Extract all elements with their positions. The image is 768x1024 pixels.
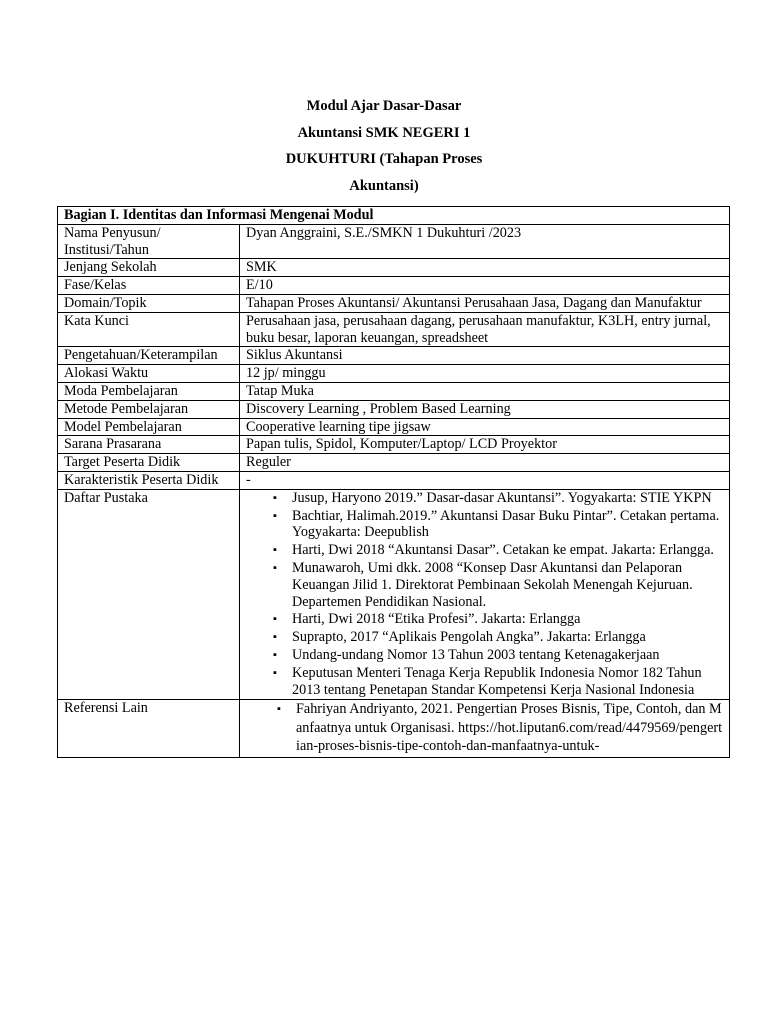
table-row: [58, 400, 730, 418]
title-line: DUKUHTURI (Tahapan Proses: [285, 151, 483, 167]
section-header-row: [58, 207, 730, 225]
row-label: Alokasi Waktu: [58, 365, 240, 383]
table-row: [58, 312, 730, 347]
table-row: [58, 347, 730, 365]
row-label: Karakteristik Peserta Didik: [58, 471, 240, 489]
row-label: Fase/Kelas: [58, 277, 240, 295]
row-label: Referensi Lain: [58, 700, 240, 758]
row-label: Jenjang Sekolah: [58, 259, 240, 277]
list-item: ▪ Munawaroh, Umi dkk. 2008 “Konsep Dasr Akuntansi dan Pelaporan Keuangan Jilid 1. Direktorat Pembinaan Sekolah Menengah Kejuruan. Departemen Pendidikan Nasional.: [292, 560, 723, 610]
row-value: Discovery Learning , Problem Based Learning: [240, 400, 730, 418]
list-item: ▪ Keputusan Menteri Tenaga Kerja Republik Indonesia Nomor 182 Tahun 2013 tentang Penetapan Standar Kompetensi Kerja Nasional Indonesia: [292, 665, 723, 699]
row-value: Siklus Akuntansi: [240, 347, 730, 365]
table-row: [58, 259, 730, 277]
row-label: Domain/Topik: [58, 294, 240, 312]
list-item: ▪ Harti, Dwi 2018 “Akuntansi Dasar”. Cetakan ke empat. Jakarta: Erlangga.: [292, 542, 723, 559]
reference-list: [246, 490, 723, 699]
reference-list: [246, 700, 723, 756]
list-item: ▪ Fahriyan Andriyanto, 2021. Pengertian Proses Bisnis, Tipe, Contoh, dan Manfaatnya untuk Organisasi. https://hot.liputan6.com/read/4479569/pengertian-proses-bisnis-tipe-contoh-dan-manfaatnya-untuk-: [296, 700, 723, 756]
row-value: Tahapan Proses Akuntansi/ Akuntansi Perusahaan Jasa, Dagang dan Manufaktur: [240, 294, 730, 312]
row-label: Kata Kunci: [58, 312, 240, 347]
table-row: [58, 382, 730, 400]
row-label: Sarana Prasarana: [58, 436, 240, 454]
row-label: Pengetahuan/Keterampilan: [58, 347, 240, 365]
module-identity-table: [57, 206, 730, 758]
row-label: Daftar Pustaka: [58, 489, 240, 700]
row-value: 12 jp/ minggu: [240, 365, 730, 383]
row-value: Dyan Anggraini, S.E./SMKN 1 Dukuhturi /2023: [240, 224, 730, 259]
table-row: [58, 294, 730, 312]
row-value: Reguler: [240, 454, 730, 472]
row-value: Tatap Muka: [240, 382, 730, 400]
title-line: Modul Ajar Dasar-Dasar: [306, 98, 462, 114]
list-item: ▪ Suprapto, 2017 “Aplikais Pengolah Angka”. Jakarta: Erlangga: [292, 629, 723, 646]
row-value: E/10: [240, 277, 730, 295]
row-value: Cooperative learning tipe jigsaw: [240, 418, 730, 436]
title-line: Akuntansi SMK NEGERI 1: [297, 124, 471, 141]
row-label: Metode Pembelajaran: [58, 400, 240, 418]
row-label: Moda Pembelajaran: [58, 382, 240, 400]
row-value: Papan tulis, Spidol, Komputer/Laptop/ LCD Proyektor: [240, 436, 730, 454]
row-value: -: [240, 471, 730, 489]
list-item: ▪ Harti, Dwi 2018 “Etika Profesi”. Jakarta: Erlangga: [292, 611, 723, 628]
document-title: [170, 96, 598, 202]
list-item: ▪ Jusup, Haryono 2019.” Dasar-dasar Akuntansi”. Yogyakarta: STIE YKPN: [292, 490, 723, 507]
section-header: Bagian I. Identitas dan Informasi Mengenai Modul: [58, 207, 730, 225]
table-row-daftar-pustaka: [58, 489, 730, 700]
table-row: [58, 224, 730, 259]
row-value: SMK: [240, 259, 730, 277]
table-row: [58, 436, 730, 454]
table-row: [58, 471, 730, 489]
table-row: [58, 418, 730, 436]
title-line: Akuntansi): [349, 177, 419, 194]
table-row: [58, 365, 730, 383]
row-value: Perusahaan jasa, perusahaan dagang, perusahaan manufaktur, K3LH, entry jurnal, buku besar, laporan keuangan, spreadsheet: [240, 312, 730, 347]
table-row: [58, 277, 730, 295]
table-row: [58, 454, 730, 472]
row-label: Target Peserta Didik: [58, 454, 240, 472]
list-item: ▪ Bachtiar, Halimah.2019.” Akuntansi Dasar Buku Pintar”. Cetakan pertama. Yogyakarta: Deepublish: [292, 508, 723, 542]
row-label: Model Pembelajaran: [58, 418, 240, 436]
row-value: [240, 700, 730, 758]
list-item: ▪ Undang-undang Nomor 13 Tahun 2003 tentang Ketenagakerjaan: [292, 647, 723, 664]
row-value: [240, 489, 730, 700]
table-row-referensi-lain: [58, 700, 730, 758]
row-label: Nama Penyusun/ Institusi/Tahun: [58, 224, 240, 259]
